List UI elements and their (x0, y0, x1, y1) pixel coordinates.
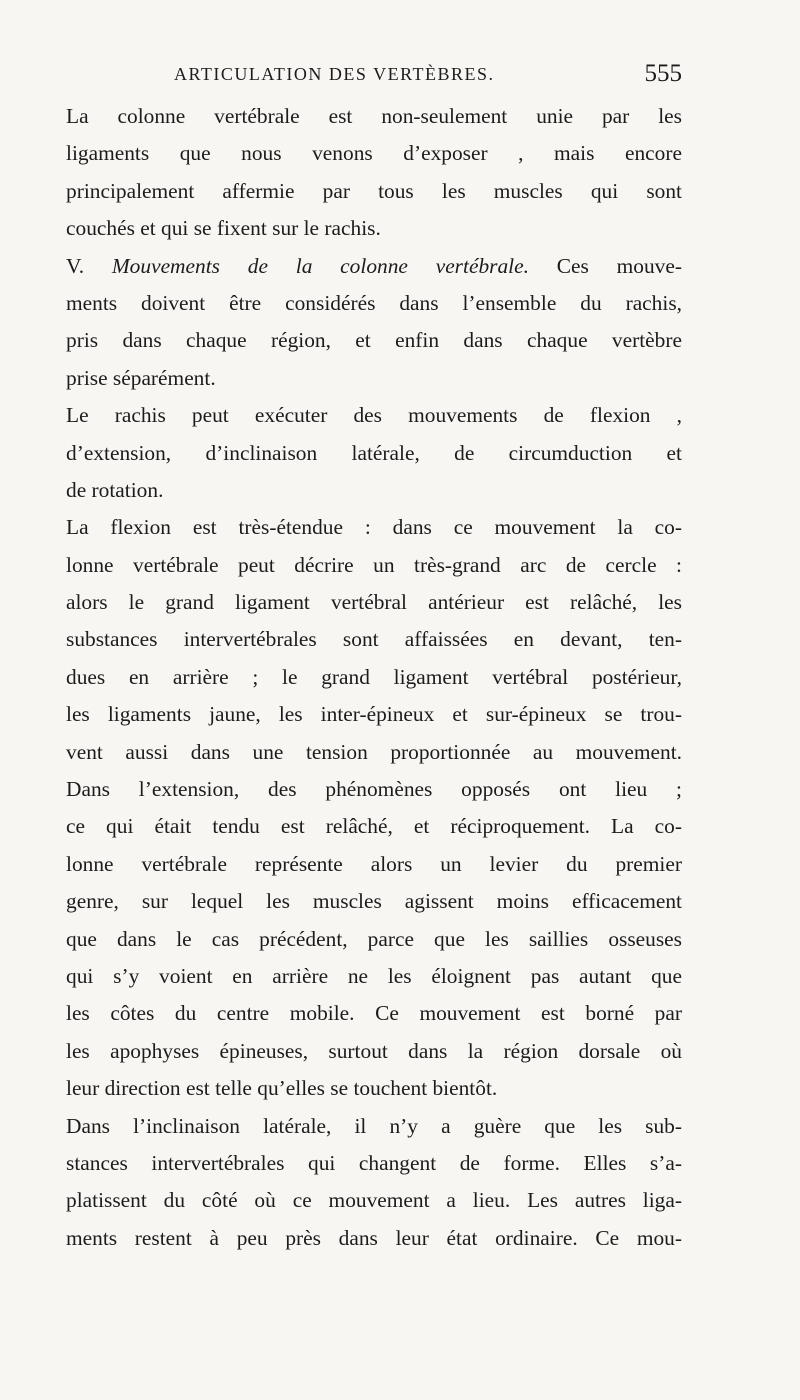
text-line: prise séparément. (66, 365, 216, 390)
text-line: de rotation. (66, 477, 164, 502)
text-line: dues en arrière ; le grand ligament vertébral postérieur, (66, 664, 682, 689)
text-line: vent aussi dans une tension proportionnée au mouvement. (66, 739, 682, 764)
text-line: principalement affermie par tous les muscles qui sont (66, 178, 682, 203)
text-line: ce qui était tendu est relâché, et réciproquement. La co- (66, 814, 682, 839)
running-head (66, 62, 682, 98)
section-number: V. (66, 253, 85, 278)
text-line: pris dans chaque région, et enfin dans chaque vertèbre (66, 328, 682, 353)
text-line: ments restent à peu près dans leur état ordinaire. Ce mou- (66, 1225, 682, 1250)
text-line: lonne vertébrale représente alors un levier du premier (66, 851, 682, 876)
section-title: Mouvements de la colonne vertébrale. (111, 253, 529, 278)
book-page (66, 62, 682, 1257)
text-line: les apophyses épineuses, surtout dans la région dorsale où (66, 1038, 682, 1063)
text-line: couchés et qui se fixent sur le rachis. (66, 216, 381, 241)
text-line: Dans l’inclinaison latérale, il n’y a guère que les sub- (66, 1113, 682, 1138)
text-line: stances intervertébrales qui changent de forme. Elles s’a- (66, 1150, 682, 1175)
text-line: qui s’y voient en arrière ne les éloignent pas autant que (66, 963, 682, 988)
section-heading-line (66, 248, 682, 285)
body-text (66, 98, 682, 1257)
running-title: ARTICULATION DES VERTÈBRES. (174, 64, 495, 84)
text-line: lonne vertébrale peut décrire un très-grand arc de cercle : (66, 552, 682, 577)
text-line: Dans l’extension, des phénomènes opposés ont lieu ; (66, 777, 682, 802)
text-line: platissent du côté où ce mouvement a lieu. Les autres liga- (66, 1188, 682, 1213)
text-line: La flexion est très-étendue : dans ce mouvement la co- (66, 515, 682, 540)
text-line: que dans le cas précédent, parce que les saillies osseuses (66, 926, 682, 951)
text-line: leur direction est telle qu’elles se touchent bientôt. (66, 1076, 498, 1101)
text-line: ligaments que nous venons d’exposer , mais encore (66, 141, 682, 166)
text-line: les ligaments jaune, les inter-épineux et sur-épineux se trou- (66, 702, 682, 727)
text-line: La colonne vertébrale est non-seulement unie par les (66, 104, 682, 128)
text-line: d’extension, d’inclinaison latérale, de circumduction et (66, 440, 682, 465)
text-line: genre, sur lequel les muscles agissent moins efficacement (66, 889, 682, 914)
text-line: les côtes du centre mobile. Ce mouvement est borné par (66, 1001, 682, 1026)
text-line-fragment: Ces mouve- (556, 253, 682, 278)
text-line: substances intervertébrales sont affaissées en devant, ten- (66, 627, 682, 652)
text-line: Le rachis peut exécuter des mouvements de flexion , (66, 403, 682, 428)
text-line: alors le grand ligament vertébral antérieur est relâché, les (66, 590, 682, 615)
page-number: 555 (644, 60, 682, 87)
text-line: ments doivent être considérés dans l’ensemble du rachis, (66, 290, 682, 315)
